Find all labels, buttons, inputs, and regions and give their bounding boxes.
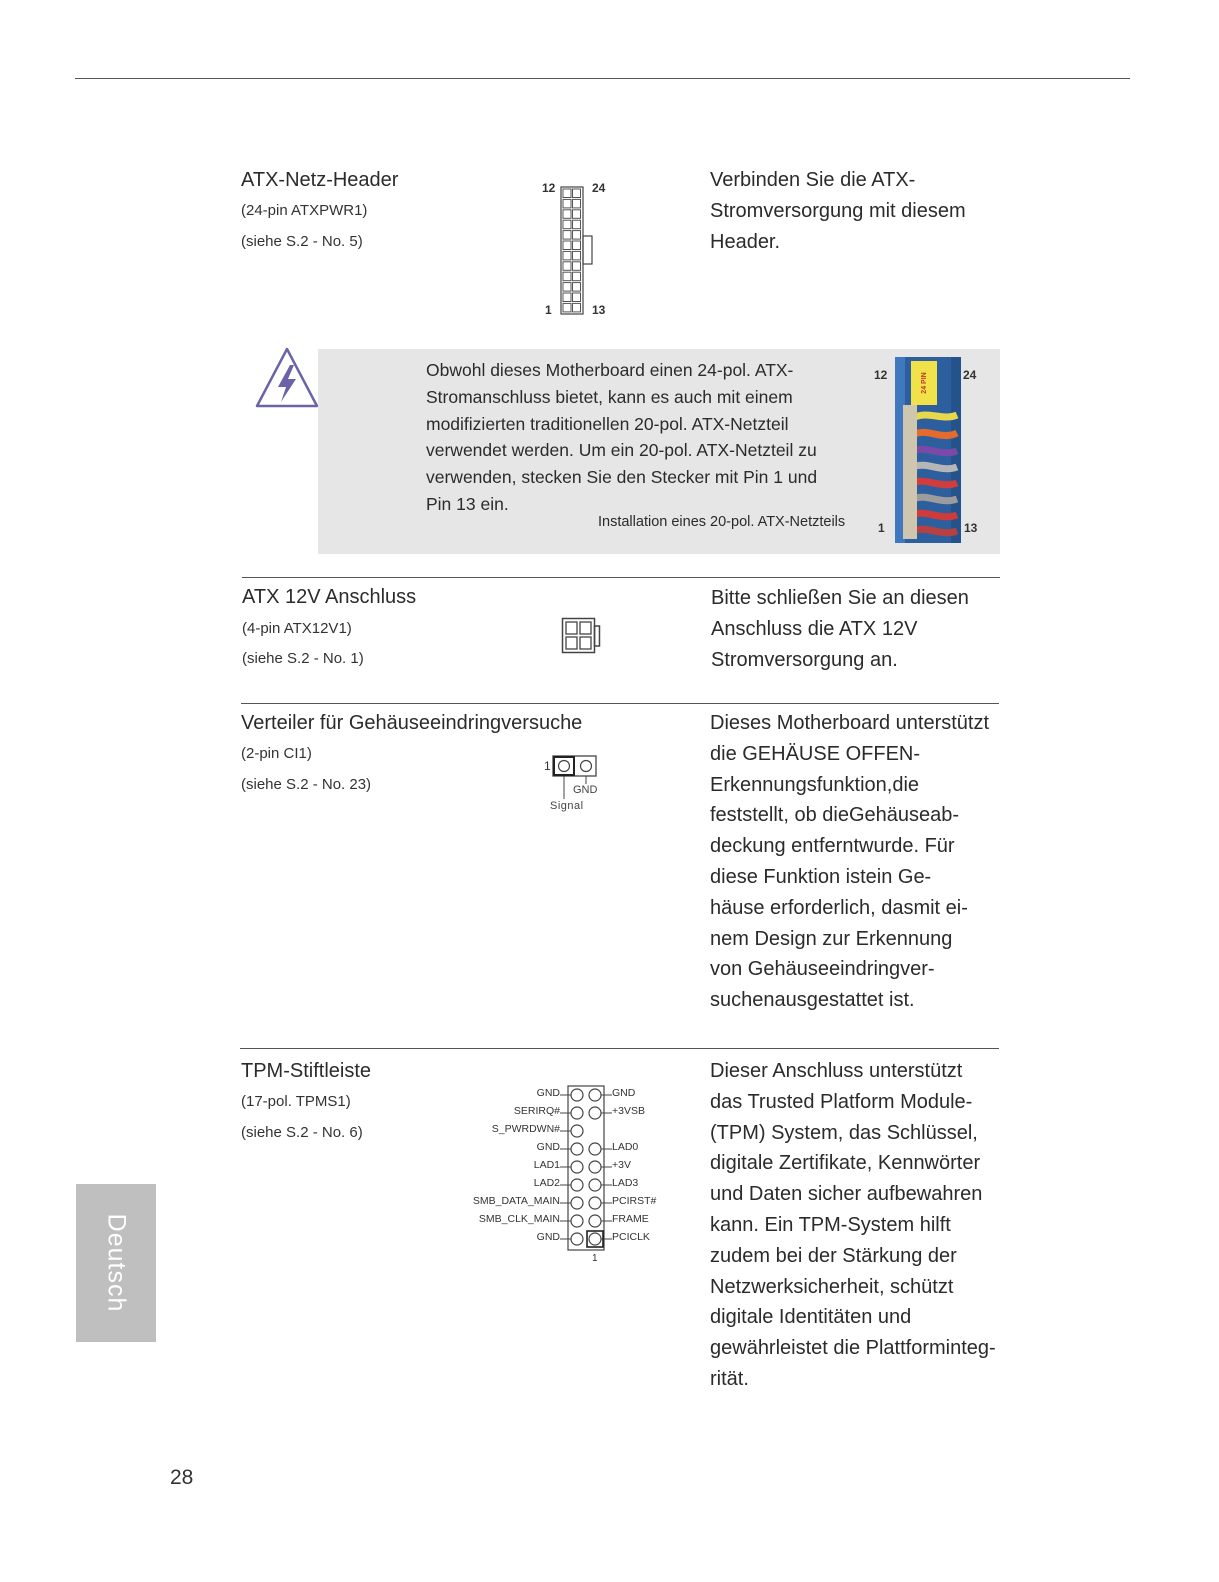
tpm-pin bbox=[589, 1161, 601, 1173]
note-line: Stromanschluss bietet, kann es auch mit einem bbox=[426, 386, 793, 407]
atx24-pin-cell bbox=[573, 220, 581, 229]
tpm-pin-label: LAD2 bbox=[533, 1177, 560, 1189]
atx12v-ref: (siehe S.2 - No. 1) bbox=[242, 650, 364, 667]
tpm-desc-line: Dieser Anschluss unterstützt bbox=[710, 1060, 963, 1082]
atx24-pin-cell bbox=[573, 210, 581, 219]
tpm-desc bbox=[710, 1056, 1020, 1395]
note-caption: Installation eines 20-pol. ATX-Netzteils bbox=[598, 514, 846, 530]
page-number: 28 bbox=[170, 1466, 194, 1489]
atx24-pin-cell bbox=[563, 189, 571, 198]
atx24-pin-cell bbox=[563, 231, 571, 240]
tpm-pin bbox=[571, 1197, 583, 1209]
tpm-pin-label: LAD3 bbox=[612, 1177, 639, 1189]
photo-pin-label-13: 13 bbox=[964, 521, 978, 535]
atx24-pin-cell bbox=[573, 231, 581, 240]
atx12v-spec: (4-pin ATX12V1) bbox=[242, 620, 352, 637]
tpm-pin-label: LAD0 bbox=[612, 1141, 639, 1153]
atx24-pin-label-13: 13 bbox=[592, 303, 606, 317]
atx24-pin-cell bbox=[563, 210, 571, 219]
tpm-pin bbox=[571, 1125, 583, 1137]
tpm-desc-line: kann. Ein TPM-System hilft bbox=[710, 1213, 951, 1236]
chassis-desc-line: feststellt, ob dieGehäuseab- bbox=[710, 804, 960, 827]
photo-pin-label-12: 12 bbox=[874, 368, 888, 382]
tpm-right-labels bbox=[612, 1087, 712, 1257]
tpm-pin-label: S_PWRDWN# bbox=[491, 1123, 560, 1135]
tpm-desc-line: gewährleistet die Plattforminteg- bbox=[710, 1337, 996, 1360]
tpm-desc-line: zudem bei der Stärkung der bbox=[710, 1244, 957, 1267]
tpm-pin bbox=[589, 1143, 601, 1155]
tpm-header-icon bbox=[560, 1085, 612, 1253]
atx24-pin-label-12: 12 bbox=[542, 181, 556, 195]
language-side-tab bbox=[76, 1184, 156, 1342]
chassis-desc-line: deckung entferntwurde. Für bbox=[710, 835, 955, 858]
tpm-pin-label: GND bbox=[536, 1087, 560, 1099]
chassis-signal-label: Signal bbox=[550, 800, 584, 812]
chassis-desc-line: von Gehäuseeindringver- bbox=[710, 958, 935, 981]
tpm-pin-label: SMB_DATA_MAIN bbox=[472, 1195, 560, 1207]
tpm-desc-line: rität. bbox=[710, 1367, 749, 1390]
tpm-pin bbox=[571, 1215, 583, 1227]
tpm-pin-label: FRAME bbox=[612, 1213, 649, 1225]
tpm-desc-line: das Trusted Platform Module- bbox=[710, 1090, 973, 1113]
atx-power-title: ATX-Netz-Header bbox=[241, 169, 399, 191]
tpm-desc-line: digitale Zertifikate, Kennwörter bbox=[710, 1152, 981, 1175]
atx24-pin-cell bbox=[573, 241, 581, 250]
tpm-pin bbox=[589, 1089, 601, 1101]
atx24-pin-cell bbox=[563, 251, 571, 260]
atx24-pin-cell bbox=[573, 199, 581, 208]
tpm-title: TPM-Stiftleiste bbox=[241, 1060, 372, 1082]
atx24-pin-label-24: 24 bbox=[592, 181, 606, 195]
section-rule bbox=[242, 577, 1000, 578]
tpm-pin bbox=[589, 1179, 601, 1191]
chassis-desc-line: Dieses Motherboard unterstützt bbox=[710, 712, 990, 734]
chassis-desc-line: die GEHÄUSE OFFEN- bbox=[710, 742, 921, 765]
tpm-left-labels bbox=[440, 1087, 560, 1257]
tpm-pin-label: +3VSB bbox=[612, 1105, 645, 1117]
chassis-title: Verteiler für Gehäuseeindringversuche bbox=[241, 712, 583, 734]
warning-icon bbox=[254, 345, 320, 411]
tpm-desc-line: (TPM) System, das Schlüssel, bbox=[710, 1121, 978, 1144]
tpm-pin bbox=[571, 1143, 583, 1155]
chassis-pin1-label: 1 bbox=[544, 759, 551, 773]
photo-label: 24 PIN bbox=[921, 372, 928, 394]
tpm-ref: (siehe S.2 - No. 6) bbox=[241, 1124, 363, 1141]
atx24-pin-cell bbox=[563, 262, 571, 271]
atx-power-desc bbox=[710, 165, 1010, 257]
atx24-pin-cell bbox=[563, 283, 571, 292]
section-rule bbox=[241, 703, 999, 704]
tpm-pin bbox=[571, 1089, 583, 1101]
note-line: verwenden, stecken Sie den Stecker mit Pin 1 und bbox=[426, 467, 818, 488]
tpm-desc-line: Netzwerksicherheit, schützt bbox=[710, 1275, 954, 1298]
note-line: Pin 13 ein. bbox=[426, 493, 509, 514]
tpm-spec: (17-pol. TPMS1) bbox=[241, 1093, 351, 1110]
atx-power-ref: (siehe S.2 - No. 5) bbox=[241, 233, 363, 250]
atx12v-connector-icon bbox=[561, 617, 603, 655]
atx24-pin-cell bbox=[573, 303, 581, 312]
atx24-pin-cell bbox=[563, 241, 571, 250]
tpm-pin-label: GND bbox=[536, 1141, 560, 1153]
header-rule bbox=[75, 78, 1130, 79]
tpm-pin bbox=[571, 1161, 583, 1173]
photo-pin-label-1: 1 bbox=[878, 521, 885, 535]
atx-power-desc-line: Stromversorgung mit diesem bbox=[710, 199, 966, 222]
chassis-desc-line: diese Funktion istein Ge- bbox=[710, 865, 932, 888]
tpm-pin1-label: 1 bbox=[592, 1253, 598, 1264]
tpm-pin-label: SMB_CLK_MAIN bbox=[478, 1213, 560, 1225]
tpm-pin bbox=[571, 1179, 583, 1191]
atx24-pin-cell bbox=[563, 220, 571, 229]
chassis-ref: (siehe S.2 - No. 23) bbox=[241, 776, 372, 793]
chassis-spec: (2-pin CI1) bbox=[241, 745, 312, 762]
atx12v-desc-line: Bitte schließen Sie an diesen bbox=[711, 587, 969, 609]
tpm-pin-label: PCICLK bbox=[612, 1231, 650, 1243]
atx24-pin-cell bbox=[573, 272, 581, 281]
chassis-desc-line: Erkennungsfunktion,die bbox=[710, 773, 920, 796]
tpm-pin bbox=[589, 1233, 601, 1245]
tpm-pin-label: SERIRQ# bbox=[513, 1105, 560, 1117]
chassis-desc-line: suchenausgestattet ist. bbox=[710, 989, 915, 1012]
tpm-desc-line: und Daten sicher aufbewahren bbox=[710, 1183, 983, 1206]
chassis-pin-diagram bbox=[540, 752, 620, 822]
chassis-desc-line: nem Design zur Erkennung bbox=[710, 927, 953, 950]
tpm-pin bbox=[589, 1215, 601, 1227]
note-text bbox=[426, 357, 866, 518]
atx24-pin-cell bbox=[573, 283, 581, 292]
connector-photo bbox=[895, 357, 961, 543]
chassis-desc-line: häuse erforderlich, dasmit ei- bbox=[710, 896, 968, 919]
atx24-pin-cell bbox=[573, 262, 581, 271]
note-line: verwendet werden. Um ein 20-pol. ATX-Netzteil zu bbox=[426, 440, 817, 461]
tpm-pin-label: LAD1 bbox=[533, 1159, 560, 1171]
atx24-connector-icon bbox=[560, 186, 596, 316]
tpm-pin bbox=[589, 1197, 601, 1209]
atx-power-spec: (24-pin ATXPWR1) bbox=[241, 202, 368, 219]
tpm-pin-label: GND bbox=[536, 1231, 560, 1243]
atx12v-desc bbox=[711, 583, 1011, 675]
tpm-pin-label: PCIRST# bbox=[612, 1195, 657, 1207]
atx24-pin-cell bbox=[563, 303, 571, 312]
note-line: modifizierten traditionellen 20-pol. ATX-Netzteil bbox=[426, 413, 789, 434]
atx24-pin-diagram bbox=[535, 178, 625, 323]
atx12v-title: ATX 12V Anschluss bbox=[242, 586, 417, 608]
atx24-pin-cell bbox=[563, 272, 571, 281]
tpm-pin-label: +3V bbox=[612, 1159, 631, 1171]
tpm-pin bbox=[571, 1107, 583, 1119]
atx12v-desc-line: Stromversorgung an. bbox=[711, 648, 898, 671]
atx24-pin-cell bbox=[563, 199, 571, 208]
atx-power-desc-line: Header. bbox=[710, 230, 781, 253]
photo-pin-label-24: 24 bbox=[963, 368, 977, 382]
atx24-pin-cell bbox=[573, 293, 581, 302]
language-side-tab-label: Deutsch bbox=[102, 1213, 131, 1313]
atx12v-desc-line: Anschluss die ATX 12V bbox=[711, 617, 918, 640]
atx24-pin-label-1: 1 bbox=[545, 303, 552, 317]
note-box bbox=[318, 349, 1000, 554]
tpm-desc-line: digitale Identitäten und bbox=[710, 1306, 912, 1329]
note-line: Obwohl dieses Motherboard einen 24-pol. ATX- bbox=[426, 360, 794, 380]
chassis-gnd-label: GND bbox=[573, 784, 598, 796]
atx24-pin-cell bbox=[573, 189, 581, 198]
atx-power-desc-line: Verbinden Sie die ATX- bbox=[710, 169, 916, 191]
chassis-desc bbox=[710, 708, 1010, 1016]
tpm-pin bbox=[589, 1107, 601, 1119]
atx24-pin-cell bbox=[573, 251, 581, 260]
section-rule bbox=[240, 1048, 999, 1049]
atx24-pin-cell bbox=[563, 293, 571, 302]
tpm-pin bbox=[571, 1233, 583, 1245]
tpm-pin-label: GND bbox=[612, 1087, 636, 1099]
